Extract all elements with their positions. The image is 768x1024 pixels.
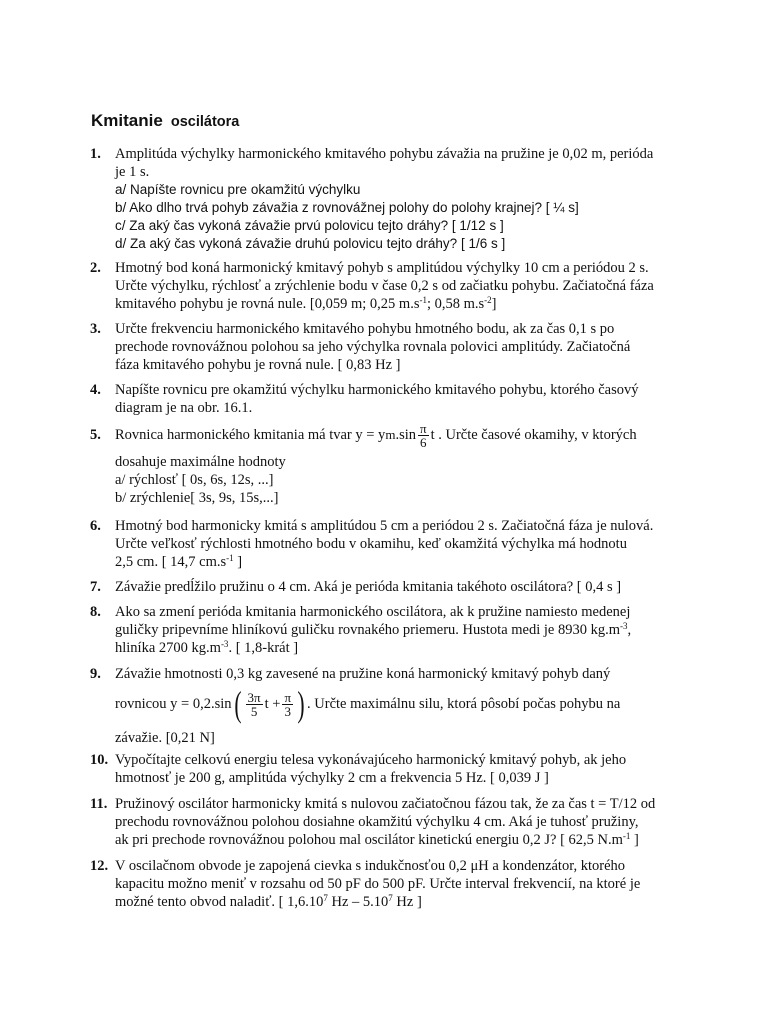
superscript: 7 (323, 893, 328, 903)
superscript: -3 (220, 639, 229, 649)
page-title (91, 108, 239, 131)
problem-9 (90, 665, 690, 747)
problem-line: Hmotný bod koná harmonický kmitavý pohyb s amplitúdou výchylky 10 cm a periódou 2 s. (115, 260, 649, 276)
title-main: Kmitanie (91, 111, 163, 130)
problem-line: b/ Ako dlho trvá pohyb závažia z rovnovážnej polohy do polohy krajnej? [ ¼ s] (115, 200, 579, 215)
problem-11 (90, 795, 690, 849)
problem-number: 3. (90, 321, 101, 337)
text-segment: guličky pripevníme hliníkovú guličku rovnakého priemeru. Hustota medi je 8930 kg.m (115, 622, 620, 638)
text-segment: 2,5 cm. [ 14,7 cm.s (115, 554, 227, 570)
problem-line: Vypočítajte celkovú energiu telesa vykonávajúceho harmonický kmitavý pohyb, ak jeho (115, 752, 627, 768)
text-segment: . [ 1,8-krát ] (228, 640, 299, 656)
problem-6 (90, 517, 690, 571)
problem-line (115, 553, 690, 571)
problem-line: prechodu rovnovážnou polohou dosiahne okamžitú výchylku 4 cm. Aká je tuhosť pružiny, (115, 814, 639, 830)
text-segment: t . Určte časové okamihy, v ktorých (430, 427, 637, 443)
text-segment: ] (630, 832, 639, 848)
text-segment: možné tento obvod naladiť. [ 1,6.10 (115, 894, 324, 910)
problem-number: 11. (90, 796, 108, 812)
text-segment: rovnicou y = 0,2.sin (115, 696, 232, 712)
superscript: -1 (622, 831, 631, 841)
problem-line: dosahuje maximálne hodnoty (115, 454, 286, 470)
problem-line: je 1 s. (115, 164, 150, 180)
problem-line: Pružinový oscilátor harmonicky kmitá s nulovou začiatočnou fázou tak, že za čas t = T/12 od (115, 796, 656, 812)
problem-line: c/ Za aký čas vykoná závažie prvú polovicu tejto dráhy? [ 1/12 s ] (115, 218, 504, 233)
text-segment: ; 0,58 m.s (426, 296, 485, 312)
text-segment: kmitavého pohybu je rovná nule. [0,059 m; 0,25 m.s (115, 296, 420, 312)
fraction-denominator: 5 (250, 703, 258, 719)
problem-line: Určte veľkosť rýchlosti hmotného bodu v okamihu, keď okamžitá výchylka má hodnotu (115, 536, 627, 552)
problem-2 (90, 259, 690, 313)
text-segment: ] (233, 554, 243, 570)
equation-line (115, 417, 690, 453)
problem-line: d/ Za aký čas vykoná závažie druhú polovicu tejto dráhy? [ 1/6 s ] (115, 236, 506, 251)
superscript: -2 (484, 295, 492, 305)
problem-line (115, 295, 690, 313)
fraction-numerator: π (419, 420, 427, 436)
text-segment: ak pri prechode rovnovážnou polohou mal oscilátor kinetickú energiu 0,2 J? [ 62,5 N.m (115, 832, 623, 848)
problem-number: 5. (90, 427, 101, 443)
problem-10 (90, 751, 690, 787)
problem-line: V oscilačnom obvode je zapojená cievka s indukčnosťou 0,2 μH a kondenzátor, ktorého (115, 858, 626, 874)
problem-line: Amplitúda výchylky harmonického kmitavého pohybu závažia na pružine je 0,02 m, perióda (115, 146, 654, 162)
problem-number: 12. (90, 858, 109, 874)
superscript: -3 (620, 621, 628, 631)
problem-number: 6. (90, 518, 101, 534)
problem-line (115, 893, 690, 911)
fraction (418, 422, 429, 449)
problem-number: 7. (90, 579, 101, 595)
right-parenthesis: ) (297, 684, 305, 724)
problem-line: Závažie predĺžilo pružinu o 4 cm. Aká je perióda kmitania takéhoto oscilátora? [ 0,4 s ] (115, 579, 622, 595)
fraction (282, 691, 293, 718)
fraction-numerator: 3π (247, 689, 261, 705)
problem-7 (90, 578, 690, 596)
fraction-denominator: 3 (284, 703, 291, 719)
text-segment: ] (491, 296, 497, 312)
problem-line: fáza kmitavého pohybu je rovná nule. [ 0,83 Hz ] (115, 357, 401, 373)
fraction-denominator: 6 (420, 434, 427, 450)
superscript: -1 (419, 295, 427, 305)
problem-number: 1. (90, 146, 101, 162)
superscript: 7 (388, 893, 393, 903)
problem-line: Závažie hmotnosti 0,3 kg zavesené na pružine koná harmonický kmitavý pohyb daný (115, 666, 611, 682)
text-segment: t + (264, 696, 281, 712)
problem-line: diagram je na obr. 16.1. (115, 400, 253, 416)
problem-line: hmotnosť je 200 g, amplitúda výchylky 2 cm a frekvencia 5 Hz. [ 0,039 J ] (115, 770, 549, 786)
problem-line: Napíšte rovnicu pre okamžitú výchylku harmonického kmitavého pohybu, ktorého časový (115, 382, 639, 398)
problem-line: b/ zrýchlenie[ 3s, 9s, 15s,...] (115, 490, 279, 506)
left-parenthesis: ( (233, 684, 242, 724)
problem-line: kapacitu možno meniť v rozsahu od 50 pF do 500 pF. Určte interval frekvencií, na ktoré je (115, 876, 641, 892)
problem-line: Určte frekvenciu harmonického kmitavého pohybu hmotného bodu, ak za čas 0,1 s po (115, 321, 615, 337)
fraction-numerator: π (284, 689, 292, 705)
problem-number: 2. (90, 260, 101, 276)
problem-1 (90, 145, 690, 253)
problem-3 (90, 320, 690, 374)
problem-line: prechode rovnovážnou polohou sa jeho výchylka rovnala polovici amplitúdy. Začiatočná (115, 339, 631, 355)
superscript: -1 (226, 553, 234, 563)
problem-4 (90, 381, 690, 417)
problem-line (115, 831, 690, 849)
problem-12 (90, 857, 690, 911)
title-sub: oscilátora (170, 114, 240, 130)
problem-number: 10. (90, 752, 109, 768)
problem-line: a/ Napíšte rovnicu pre okamžitú výchylku (115, 182, 361, 197)
problem-number: 9. (90, 666, 101, 682)
text-segment: Rovnica harmonického kmitania má tvar y = y (115, 427, 386, 443)
problem-number: 8. (90, 604, 101, 620)
subscript: m (385, 427, 396, 442)
problem-line (115, 621, 690, 639)
problem-line: Určte výchylku, rýchlosť a zrýchlenie bodu v čase 0,2 s od začiatku pohybu. Začiatočná fáza (115, 278, 654, 294)
problem-line: závažie. [0,21 N] (115, 730, 215, 746)
text-segment: hliníka 2700 kg.m (115, 640, 221, 656)
text-segment: , (627, 622, 632, 638)
equation-line (115, 683, 690, 725)
problem-8 (90, 603, 690, 657)
text-segment: .sin (395, 427, 416, 443)
problem-5 (90, 417, 690, 507)
fraction (246, 691, 263, 718)
problem-line (115, 639, 690, 657)
problem-line: Hmotný bod harmonicky kmitá s amplitúdou 5 cm a periódou 2 s. Začiatočná fáza je nulová. (115, 518, 654, 534)
problem-line: a/ rýchlosť [ 0s, 6s, 12s, ...] (115, 472, 274, 488)
problem-line: Ako sa zmení perióda kmitania harmonického oscilátora, ak k pružine namiesto medenej (115, 604, 631, 620)
text-segment: . Určte maximálnu silu, ktorá pôsobí počas pohybu na (307, 696, 621, 712)
text-segment: Hz ] (392, 894, 422, 910)
text-segment: Hz – 5.10 (327, 894, 389, 910)
problem-number: 4. (90, 382, 101, 398)
